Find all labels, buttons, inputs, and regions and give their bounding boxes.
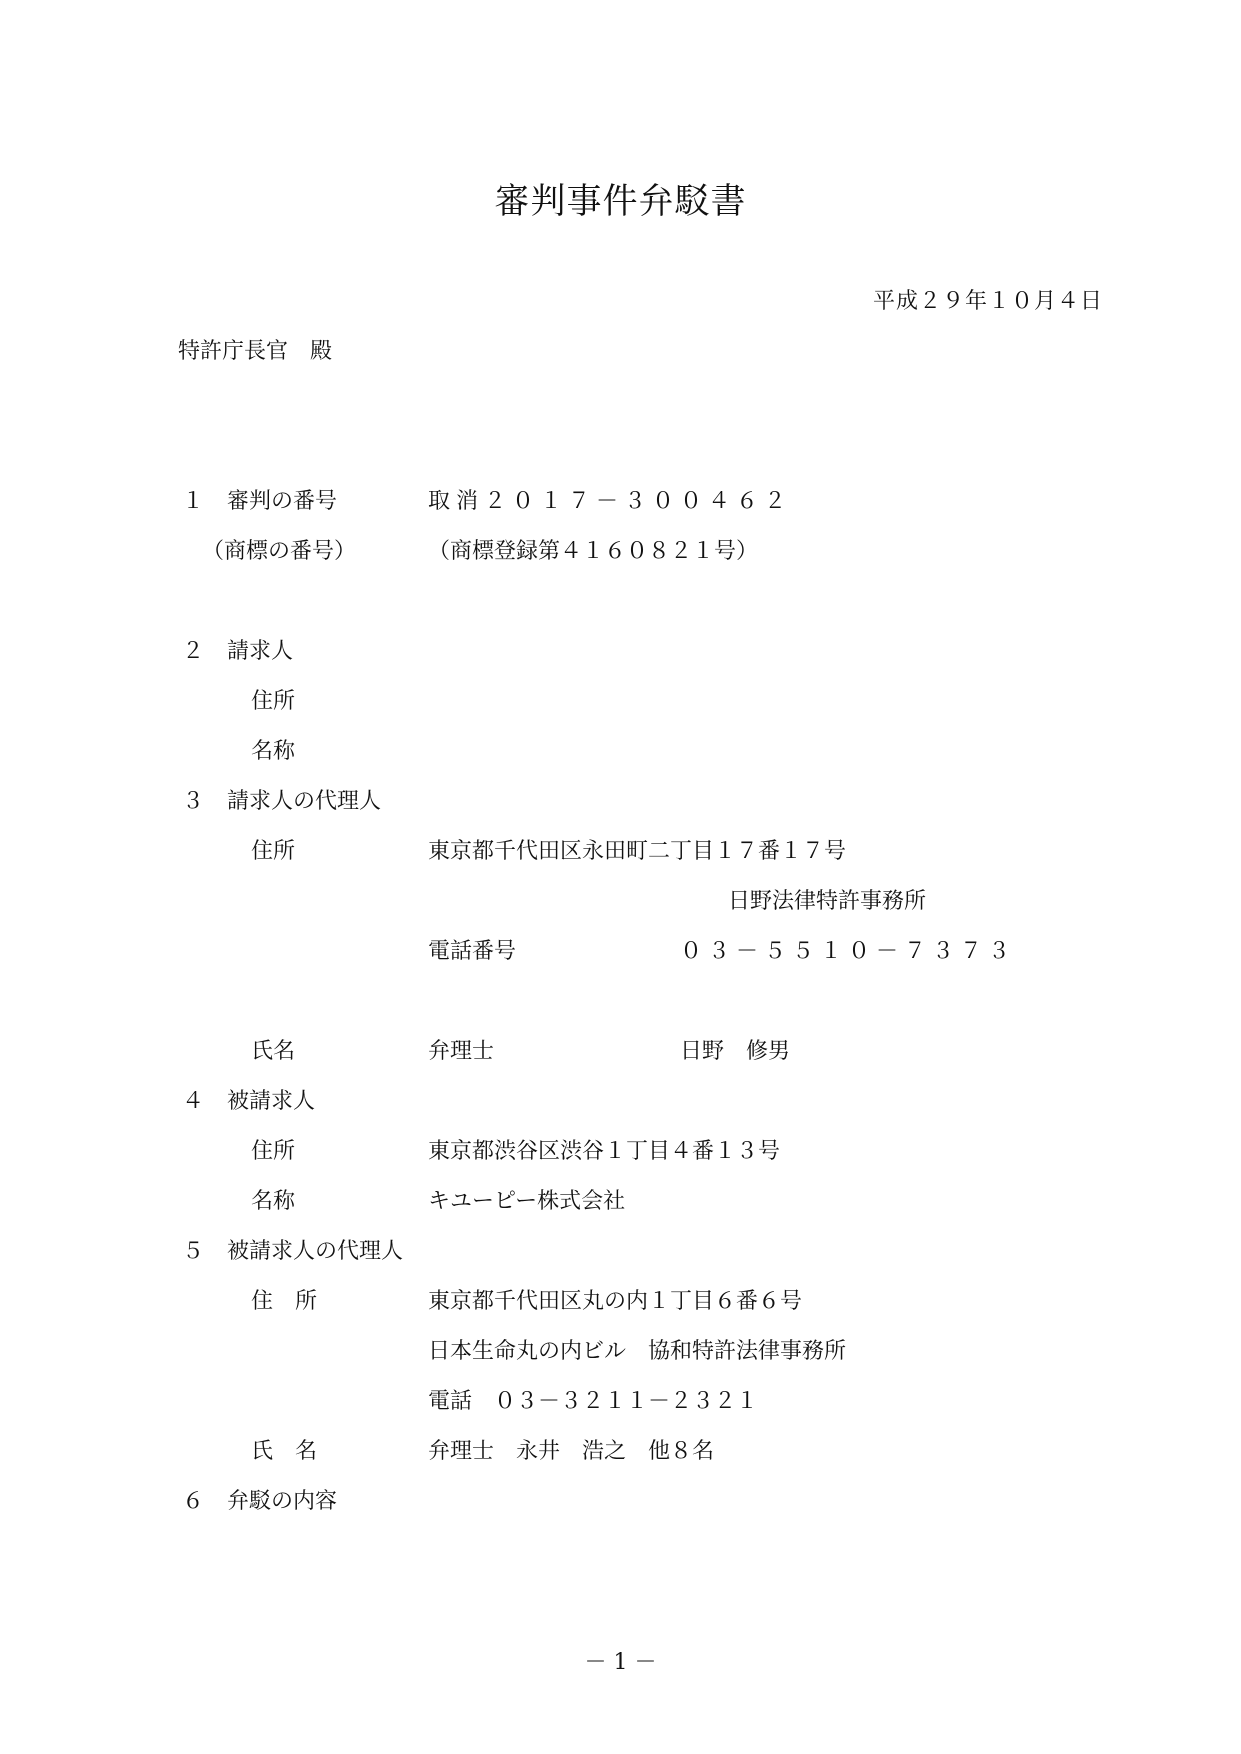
claimant-agent-phone-value: ０３－５５１０－７３７３ (680, 939, 1017, 964)
section2-number: ２ (182, 639, 205, 664)
section2-label: 請求人 (227, 639, 294, 664)
section1-label: 審判の番号 (227, 489, 338, 514)
respondent-name-label: 名称 (251, 1189, 296, 1214)
document-title: 審判事件弁駁書 (494, 182, 747, 222)
respondent-agent-office: 日本生命丸の内ビル 協和特許法律事務所 (428, 1339, 847, 1364)
trademark-number-value: （商標登録第４１６０８２１号） (428, 539, 759, 564)
section3-label: 請求人の代理人 (227, 789, 382, 814)
respondent-address-value: 東京都渋谷区渋谷１丁目４番１３号 (428, 1139, 781, 1164)
section4-label: 被請求人 (227, 1089, 316, 1114)
section1-number: １ (182, 489, 205, 514)
respondent-agent-address-label: 住 所 (251, 1289, 318, 1314)
section4-number: ４ (182, 1089, 205, 1114)
respondent-name-value: キユーピー株式会社 (428, 1189, 626, 1214)
section3-number: ３ (182, 789, 205, 814)
section6-number: ６ (182, 1489, 205, 1514)
section5-label: 被請求人の代理人 (227, 1239, 404, 1264)
claimant-address-label: 住所 (251, 689, 296, 714)
claimant-agent-name-label: 氏名 (251, 1039, 296, 1064)
page-number: － 1 － (584, 1650, 657, 1675)
section6-label: 弁駁の内容 (227, 1489, 338, 1514)
claimant-agent-address-value: 東京都千代田区永田町二丁目１７番１７号 (428, 839, 847, 864)
respondent-agent-address-value: 東京都千代田区丸の内１丁目６番６号 (428, 1289, 803, 1314)
trademark-number-label: （商標の番号） (202, 539, 357, 564)
claimant-agent-phone-label: 電話番号 (428, 939, 517, 964)
claimant-agent-person: 日野 修男 (680, 1039, 791, 1064)
claimant-name-label: 名称 (251, 739, 296, 764)
claimant-agent-office: 日野法律特許事務所 (728, 889, 927, 914)
respondent-agent-name-value: 弁理士 永井 浩之 他８名 (428, 1439, 715, 1464)
addressee: 特許庁長官 殿 (178, 339, 333, 364)
trial-number-value: 取消２０１７－３００４６２ (428, 489, 793, 514)
claimant-agent-title: 弁理士 (428, 1039, 495, 1064)
claimant-agent-address-label: 住所 (251, 839, 296, 864)
respondent-address-label: 住所 (251, 1139, 296, 1164)
section5-number: ５ (182, 1239, 205, 1264)
respondent-agent-name-label: 氏 名 (251, 1439, 318, 1464)
document-date: 平成２９年１０月４日 (872, 289, 1103, 314)
respondent-agent-phone: 電話 ０３－３２１１－２３２１ (428, 1389, 759, 1414)
